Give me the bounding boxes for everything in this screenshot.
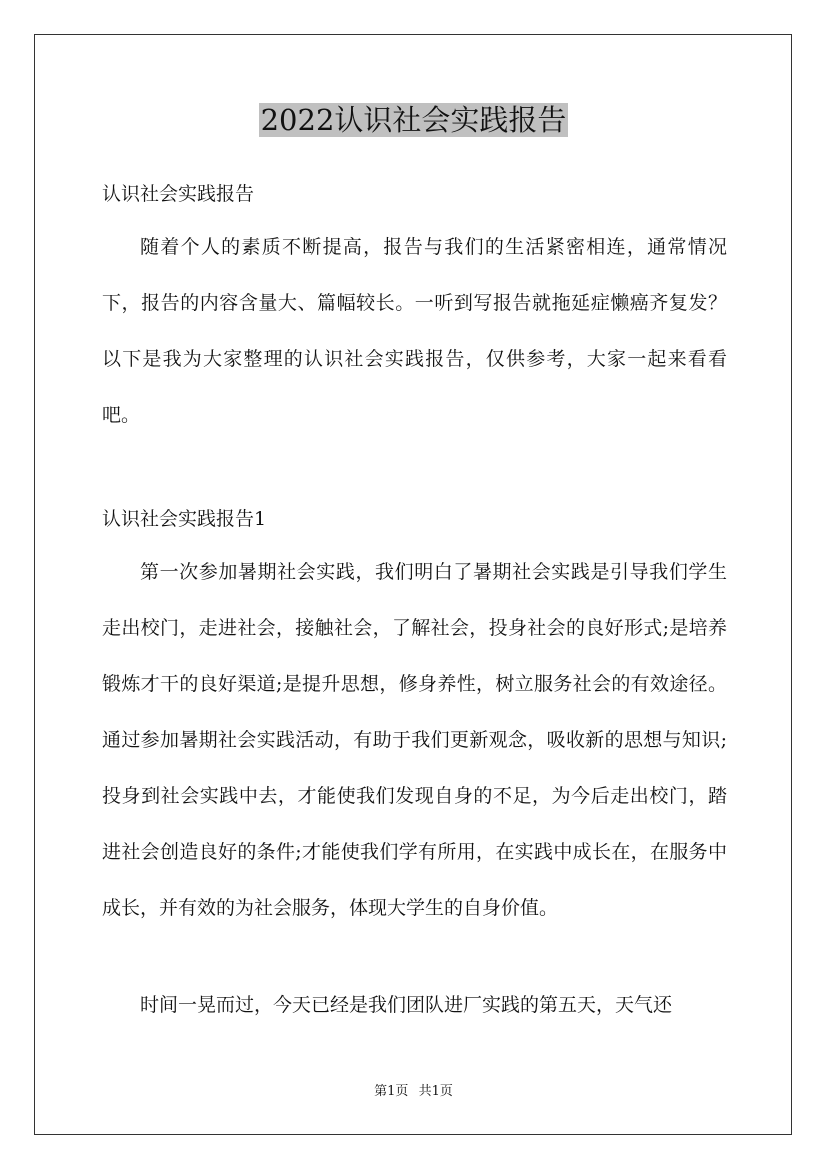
document-title-text: 2022认识社会实践报告	[260, 103, 567, 137]
body-paragraph-1: 第一次参加暑期社会实践，我们明白了暑期社会实践是引导我们学生走出校门，走进社会，接触社会，了解社会，投身社会的良好形式;是培养锻炼才干的良好渠道;是提升思想，修身养性，树立服务社会的有效途径。通过参加暑期社会实践活动，有助于我们更新观念，吸收新的思想与知识;投身到社会实践中去，才能使我们发现自身的不足，为今后走出校门，踏进社会创造良好的条件;才能使我们学有所用，在实践中成长在，在服务中成长，并有效的为社会服务，体现大学生的自身价值。	[102, 561, 727, 919]
document-subtitle: 认识社会实践报告	[102, 183, 255, 205]
page-total: 共1页	[418, 1084, 453, 1099]
section-heading: 认识社会实践报告1	[102, 508, 267, 530]
body-paragraph-2: 时间一晃而过，今天已经是我们团队进厂实践的第五天，天气还	[140, 994, 673, 1016]
document-title	[0, 98, 827, 142]
page-footer	[0, 1083, 827, 1101]
page-number: 第1页	[374, 1084, 409, 1099]
intro-paragraph: 随着个人的素质不断提高，报告与我们的生活紧密相连，通常情况下，报告的内容含量大、篇幅较长。一听到写报告就拖延症懒癌齐复发？以下是我为大家整理的认识社会实践报告，仅供参考，大家一起来看看吧。	[102, 236, 727, 426]
